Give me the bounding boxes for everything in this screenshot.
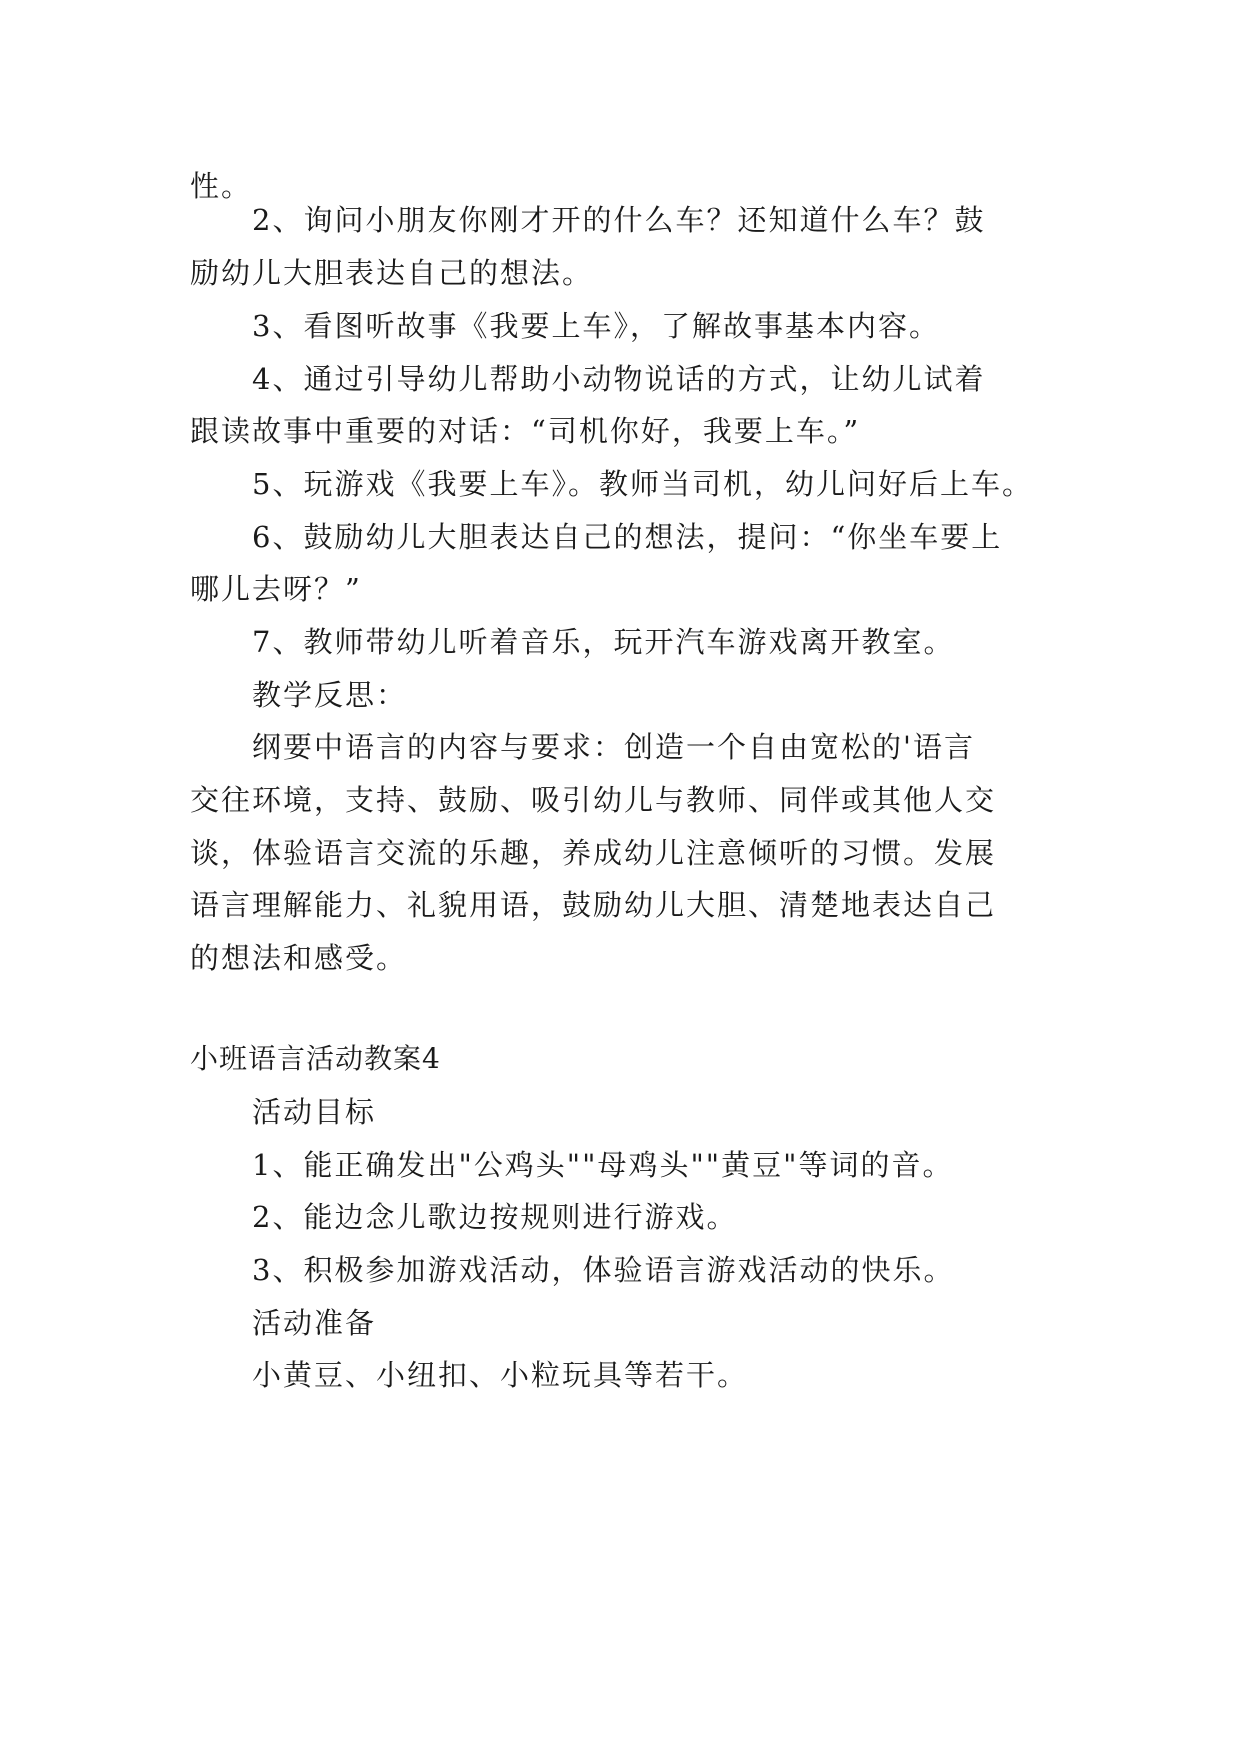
text-line: 6、鼓励幼儿大胆表达自己的想法，提问：“你坐车要上 bbox=[252, 520, 1003, 554]
text-line: 交往环境，支持、鼓励、吸引幼儿与教师、同伴或其他人交 bbox=[190, 783, 997, 817]
text-line: 2、询问小朋友你刚才开的什么车？还知道什么车？鼓 bbox=[252, 203, 986, 237]
text-line: 1、能正确发出"公鸡头""母鸡头""黄豆"等词的音。 bbox=[252, 1148, 954, 1182]
text-line: 语言理解能力、礼貌用语，鼓励幼儿大胆、清楚地表达自己 bbox=[190, 888, 997, 922]
text-line: 4、通过引导幼儿帮助小动物说话的方式，让幼儿试着 bbox=[252, 362, 986, 396]
text-line: 3、看图听故事《我要上车》，了解故事基本内容。 bbox=[252, 309, 940, 343]
section-label: 活动准备 bbox=[252, 1306, 377, 1340]
text-line: 的想法和感受。 bbox=[190, 941, 408, 975]
text-line: 3、积极参加游戏活动，体验语言游戏活动的快乐。 bbox=[252, 1253, 955, 1287]
text-line: 谈，体验语言交流的乐趣，养成幼儿注意倾听的习惯。发展 bbox=[190, 836, 997, 870]
text-line: 小黄豆、小纽扣、小粒玩具等若干。 bbox=[252, 1358, 749, 1392]
text-line: 励幼儿大胆表达自己的想法。 bbox=[190, 256, 594, 290]
section-label: 教学反思： bbox=[252, 678, 408, 712]
text-line: 纲要中语言的内容与要求：创造一个自由宽松的'语言 bbox=[252, 730, 975, 764]
text-line: 跟读故事中重要的对话：“司机你好，我要上车。” bbox=[190, 414, 861, 448]
text-line: 5、玩游戏《我要上车》。教师当司机，幼儿问好后上车。 bbox=[252, 467, 1033, 501]
text-line: 7、教师带幼儿听着音乐，玩开汽车游戏离开教室。 bbox=[252, 625, 955, 659]
text-line: 哪儿去呀？” bbox=[190, 572, 362, 606]
section-label: 活动目标 bbox=[252, 1095, 377, 1129]
text-line: 2、能边念儿歌边按规则进行游戏。 bbox=[252, 1200, 738, 1234]
section-heading: 小班语言活动教案4 bbox=[190, 1042, 441, 1075]
text-line: 性。 bbox=[190, 169, 253, 203]
